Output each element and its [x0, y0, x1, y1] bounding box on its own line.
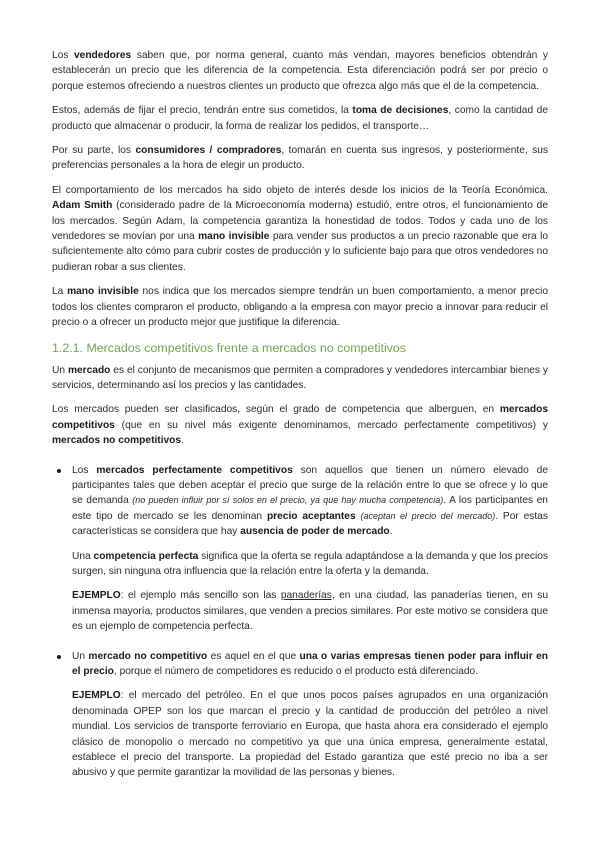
text: , porque el número de competidores es reducido o el producto está diferenciado. — [113, 666, 479, 677]
list-item-perfect-competition — [52, 463, 548, 635]
text: , como la cantidad de producto que almacenar o producir, la forma de realizar los pedidos, el transporte… — [52, 105, 548, 132]
italic-note: (no pueden influir por sí solos en el precio, ya que hay mucha competencia) — [132, 495, 444, 506]
bold-term: una o varias empresas tienen poder para influir en el precio — [72, 650, 549, 677]
text: para vender sus productos a un precio razonable que era lo suficientemente alto cómo para cubrir costes de producción y lo suficiente bajo para que otros vendedores no pudieran robar a sus clientes. — [52, 231, 548, 273]
text: Una — [72, 550, 94, 562]
sub-paragraph-competencia-perfecta — [72, 549, 548, 580]
text: Los mercados pueden ser clasificados, según el grado de competencia que alberguen, en — [52, 404, 500, 416]
bold-term: precio aceptantes — [266, 510, 356, 522]
bold-term: toma de decisiones — [352, 105, 449, 117]
bold-term: mercados competitivos — [52, 404, 548, 431]
text: Un — [52, 364, 68, 376]
paragraph-mano-invisible — [52, 284, 548, 330]
text: Los — [72, 464, 97, 476]
list-item-non-competitive — [52, 649, 548, 781]
paragraph-decisiones — [52, 103, 548, 134]
bold-term: mercados perfectamente competitivos — [96, 464, 293, 476]
text: es el conjunto de mecanismos que permiten a compradores y vendedores intercambiar bienes y servicios, determinando así los precios y las cantidades. — [52, 364, 548, 391]
text: El comportamiento de los mercados ha sido objeto de interés desde los inicios de la Teoría Económica. — [52, 184, 548, 196]
document-body — [52, 48, 548, 795]
paragraph-consumidores — [52, 143, 548, 174]
paragraph-clasificacion — [52, 402, 548, 448]
text: (que en su nivel más exigente denominamos, mercado perfectamente competitivos) y — [114, 419, 548, 431]
text: Los — [52, 50, 74, 61]
text: Un — [72, 650, 89, 662]
example-label: EJEMPLO — [72, 690, 121, 702]
example-label: EJEMPLO — [72, 590, 121, 602]
bold-term: ausencia de poder de mercado — [240, 526, 390, 538]
sub-paragraph-ejemplo-panaderias — [72, 588, 548, 634]
text: . Por estas características se considera que hay — [72, 510, 548, 538]
bold-term: mano invisible — [198, 231, 270, 243]
paragraph-adam-smith — [52, 183, 548, 275]
bullet-paragraph — [72, 649, 548, 680]
text: : el ejemplo más sencillo son las — [120, 590, 281, 602]
section-heading: 1.2.1. Mercados competitivos frente a mercados no competitivos — [52, 340, 406, 355]
text: Estos, además de fijar el precio, tendrán entre sus cometidos, la — [52, 105, 353, 117]
text: significa que la oferta se regula adaptándose a la demanda y que los precios surgen, sin ninguna otra influencia que la relación entre la oferta y la demanda. — [72, 550, 548, 577]
paragraph-vendedores — [52, 48, 548, 94]
bullet-icon — [57, 469, 61, 473]
bold-term: Adam Smith — [52, 200, 113, 212]
bullet-paragraph — [72, 463, 548, 540]
bold-term: mano invisible — [67, 286, 139, 298]
text: . A los participantes en este tipo de mercado se les denominan — [72, 495, 548, 522]
sub-paragraph-ejemplo-petroleo — [72, 688, 548, 780]
text: es aquel en el que — [207, 650, 300, 662]
text: Por su parte, los — [52, 145, 136, 157]
text: , en una ciudad, las panaderías tienen, en su inmensa mayoría, productos similares, que venden a precios similares. Por este motivo se considera que es un ejemplo de competencia perfecta. — [72, 590, 548, 633]
text: saben que, por norma general, cuanto más vendan, mayores beneficios obtendrán y establecerán un precio que les diferencia de la competencia. Esta diferenciación podrá ser por precio o porque estemos ofreciendo a nuestros clientes un producto que ofrezca algo más que el de la competencia. — [52, 50, 548, 92]
bullet-icon — [57, 655, 61, 659]
underlined-term: panaderías — [280, 590, 332, 602]
bold-term: consumidores / compradores — [135, 145, 282, 157]
bold-term: mercado no competitivo — [88, 650, 208, 662]
bold-term: mercado — [67, 364, 111, 376]
text: . — [389, 526, 393, 538]
text: . — [181, 435, 184, 447]
text: La — [52, 286, 68, 298]
bold-term: mercados no competitivos — [52, 435, 182, 447]
text: , tomarán en cuenta sus ingresos, y posteriormente, sus preferencias personales a la hora de elegir un producto. — [52, 145, 549, 172]
text: (considerado padre de la Microeconomía moderna) estudió, entre otros, el funcionamiento de los mercados. Según Adam, la competencia garantiza la honestidad de todos. Todos y cada uno de los vendedores se movían por una — [52, 200, 548, 243]
bold-term: vendedores — [74, 50, 132, 61]
text: nos indica que los mercados siempre tendrán un buen comportamiento, a menor precio todos los clientes compraron el producto, obligando a la empresa con mayor precio a innovar para reducir el precio o a ofrecer un producto mejor que justifique la diferencia. — [52, 286, 548, 329]
market-types-list — [52, 463, 548, 781]
text: son aquellos que tienen un número elevado de participantes tales que deben aceptar el precio que surge de la relación entre lo que se ofrece y lo que se demanda — [72, 464, 548, 507]
paragraph-mercado — [52, 363, 548, 394]
italic-note: (aceptan el precio del mercado) — [360, 510, 496, 521]
text: : el mercado del petróleo. En el que unos pocos países agrupados en una organización denominada OPEP son los que marcan el precio y la cantidad de producción del petróleo a nivel mundial. Los servicios de transporte ferroviario en Europa, que hasta ahora era considerado el ejemplo clásico de monopolio o mercado no competitivo ya que una única empresa, generalmente estatal, establece el precio del transporte. La propiedad del Estado garantiza que esté precio no iba a ser abusivo y que permite garantizar la movilidad de las personas y bienes. — [72, 690, 548, 779]
bold-term: competencia perfecta — [93, 550, 199, 562]
